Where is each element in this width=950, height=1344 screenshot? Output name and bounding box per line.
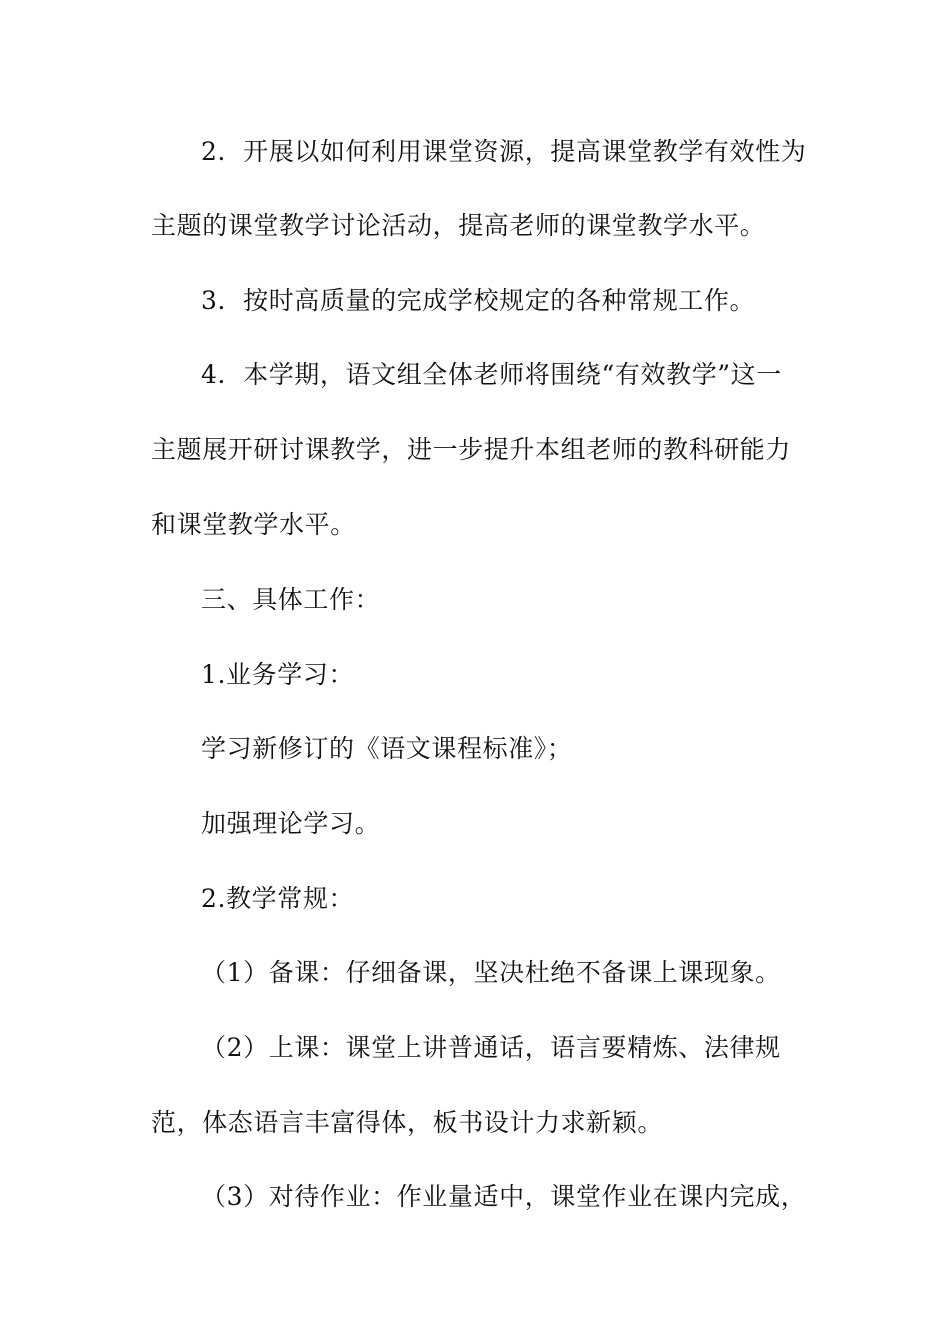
paragraph-line: 加强理论学习。 bbox=[201, 809, 381, 838]
paragraph-line: （3）对待作业：作业量适中，课堂作业在课内完成， bbox=[201, 1182, 807, 1211]
paragraph-line: 范，体态语言丰富得体，板书设计力求新颖。 bbox=[151, 1108, 664, 1137]
paragraph-line: （2）上课：课堂上讲普通话，语言要精炼、法律规 bbox=[201, 1033, 781, 1062]
paragraph-line: 2．开展以如何利用课堂资源，提高课堂教学有效性为 bbox=[201, 137, 807, 166]
paragraph-line: （1）备课：仔细备课，坚决杜绝不备课上课现象。 bbox=[201, 958, 781, 987]
paragraph-line: 3．按时高质量的完成学校规定的各种常规工作。 bbox=[201, 286, 756, 315]
section-heading: 三、具体工作： bbox=[201, 585, 381, 614]
paragraph-line: 主题的课堂教学讨论活动，提高老师的课堂教学水平。 bbox=[151, 211, 766, 240]
subsection-heading: 1.业务学习： bbox=[201, 660, 355, 689]
paragraph-line: 4．本学期，语文组全体老师将围绕“有效教学”这一 bbox=[201, 360, 782, 389]
paragraph-line: 和课堂教学水平。 bbox=[151, 510, 356, 539]
subsection-heading: 2.教学常规： bbox=[201, 884, 355, 913]
paragraph-line: 主题展开研讨课教学，进一步提升本组老师的教科研能力 bbox=[151, 435, 792, 464]
paragraph-line: 学习新修订的《语文课程标准》； bbox=[201, 734, 573, 763]
